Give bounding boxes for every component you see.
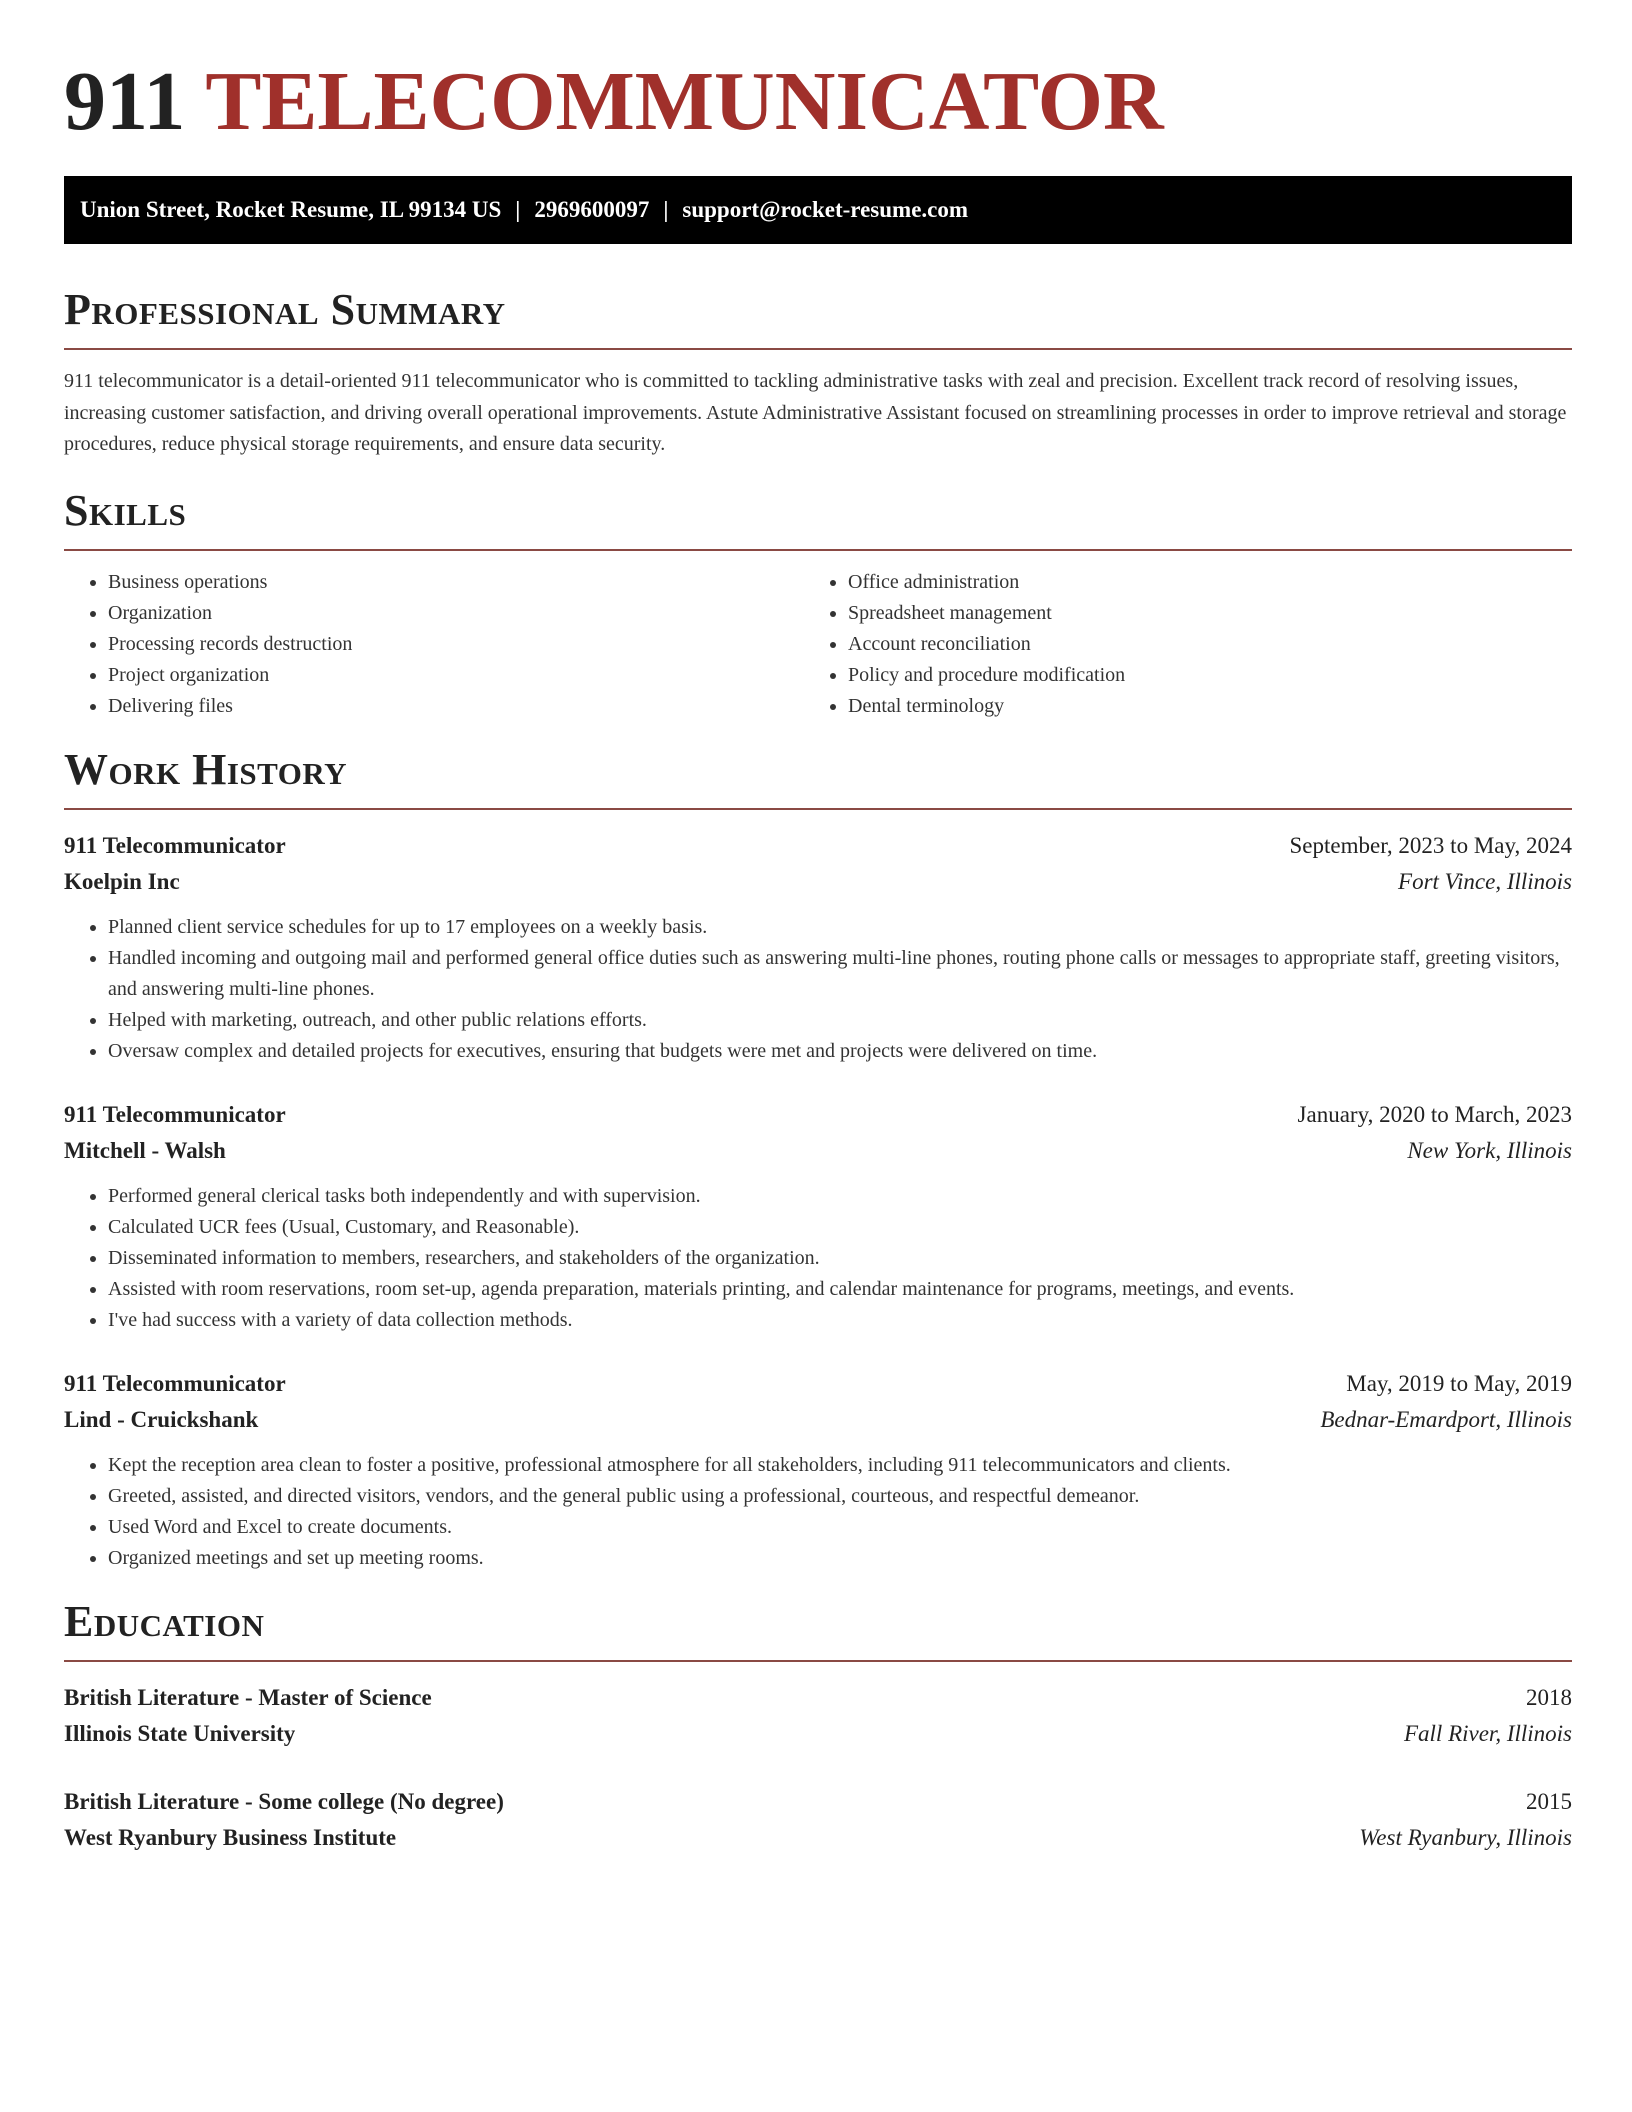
skill-item: • Office administration [848, 567, 1544, 598]
job-company: Lind - Cruickshank [64, 1406, 259, 1432]
education-location: West Ryanbury, Illinois [1359, 1824, 1572, 1850]
job-title: 911 Telecommunicator [64, 1101, 286, 1127]
job-bullet: • Planned client service schedules for up to 17 employees on a weekly basis. [108, 912, 1572, 943]
work-history-section [64, 744, 1572, 1574]
education-location: Fall River, Illinois [1403, 1720, 1572, 1746]
contact-email: support@rocket-resume.com [682, 197, 969, 222]
education-degree-row [64, 1680, 1572, 1716]
skills-heading: Skills [64, 485, 187, 535]
skill-item: • Account reconciliation [848, 629, 1544, 660]
name-first: 911 [64, 55, 186, 148]
job-bullet: • Handled incoming and outgoing mail and performed general office duties such as answering multi-line phones, routing phone calls or messages to appropriate staff, greeting visitors, and answering multi-line phones. [108, 943, 1572, 1005]
education-entry [64, 1680, 1572, 1752]
education-degree: British Literature - Some college (No degree) [64, 1788, 504, 1814]
skill-item: • Processing records destruction [108, 629, 804, 660]
resume-page [64, 0, 1572, 1856]
job-bullet: • Disseminated information to members, researchers, and stakeholders of the organization. [108, 1243, 1572, 1274]
job-entry [64, 1366, 1572, 1574]
section-divider [64, 549, 1572, 551]
education-school-row [64, 1820, 1572, 1856]
job-dates: May, 2019 to May, 2019 [1346, 1370, 1572, 1396]
job-company-row [64, 864, 1572, 900]
skill-item: • Delivering files [108, 691, 804, 722]
skills-section [64, 485, 1572, 722]
contact-separator: | [515, 197, 521, 222]
job-title: 911 Telecommunicator [64, 1370, 286, 1396]
resume-name [64, 0, 1572, 148]
skill-item: • Policy and procedure modification [848, 660, 1544, 691]
job-location: New York, Illinois [1407, 1137, 1572, 1163]
skill-item: • Dental terminology [848, 691, 1544, 722]
job-title-row [64, 828, 1572, 864]
summary-text: 911 telecommunicator is a detail-oriented 911 telecommunicator who is committed to tackling administrative tasks with zeal and precision. Excellent track record of resolving issues, increasing customer satisfaction, and driving overall operational improvements. Astute Administrative Assistant focused on streamlining processes in order to improve retrieval and storage procedures, reduce physical storage requirements, and ensure data security. [64, 370, 1567, 455]
job-title-row [64, 1366, 1572, 1402]
job-bullet: • Organized meetings and set up meeting rooms. [108, 1543, 1572, 1574]
skill-item: • Organization [108, 598, 804, 629]
skills-columns [64, 567, 1572, 722]
summary-heading: Professional Summary [64, 285, 506, 334]
work-history-heading: Work History [64, 744, 348, 794]
education-degree-row [64, 1784, 1572, 1820]
education-entry [64, 1784, 1572, 1856]
job-bullet: • Calculated UCR fees (Usual, Customary, and Reasonable). [108, 1212, 1572, 1243]
contact-address: Union Street, Rocket Resume, IL 99134 US [80, 197, 502, 222]
education-school: West Ryanbury Business Institute [64, 1824, 397, 1850]
job-bullet: • Performed general clerical tasks both independently and with supervision. [108, 1181, 1572, 1212]
name-last: TELECOMMUNICATOR [205, 55, 1164, 148]
education-school: Illinois State University [64, 1720, 296, 1746]
job-entry [64, 828, 1572, 1067]
education-year: 2018 [1526, 1684, 1572, 1710]
contact-phone: 2969600097 [534, 197, 650, 222]
job-company-row [64, 1402, 1572, 1438]
job-bullet: • Oversaw complex and detailed projects for executives, ensuring that budgets were met and projects were delivered on time. [108, 1036, 1572, 1067]
skill-item: • Project organization [108, 660, 804, 691]
section-divider [64, 348, 1572, 350]
skill-item: • Spreadsheet management [848, 598, 1544, 629]
job-bullet: • Assisted with room reservations, room set-up, agenda preparation, materials printing, and calendar maintenance for programs, meetings, and events. [108, 1274, 1572, 1305]
job-dates: January, 2020 to March, 2023 [1297, 1101, 1572, 1127]
education-school-row [64, 1716, 1572, 1752]
job-bullets [64, 1450, 1572, 1574]
job-bullet: • I've had success with a variety of data collection methods. [108, 1305, 1572, 1336]
job-entry [64, 1097, 1572, 1336]
job-bullet: • Greeted, assisted, and directed visitors, vendors, and the general public using a professional, courteous, and respectful demeanor. [108, 1481, 1572, 1512]
job-location: Bednar-Emardport, Illinois [1320, 1406, 1572, 1432]
section-divider [64, 808, 1572, 810]
job-bullet: • Used Word and Excel to create documents. [108, 1512, 1572, 1543]
job-company: Koelpin Inc [64, 868, 180, 894]
job-location: Fort Vince, Illinois [1398, 868, 1572, 894]
job-bullets [64, 1181, 1572, 1336]
summary-section [64, 285, 1572, 461]
job-bullet: • Helped with marketing, outreach, and other public relations efforts. [108, 1005, 1572, 1036]
education-degree: British Literature - Master of Science [64, 1684, 432, 1710]
job-dates: September, 2023 to May, 2024 [1289, 832, 1572, 858]
job-bullet: • Kept the reception area clean to foster a positive, professional atmosphere for all stakeholders, including 911 telecommunicators and clients. [108, 1450, 1572, 1481]
contact-bar [64, 176, 1572, 244]
job-company: Mitchell - Walsh [64, 1137, 226, 1163]
section-divider [64, 1660, 1572, 1662]
education-year: 2015 [1526, 1788, 1572, 1814]
job-title-row [64, 1097, 1572, 1133]
job-title: 911 Telecommunicator [64, 832, 286, 858]
education-section [64, 1596, 1572, 1856]
skills-list-left [64, 567, 804, 722]
skills-list-right [804, 567, 1544, 722]
job-company-row [64, 1133, 1572, 1169]
contact-separator: | [663, 197, 669, 222]
education-heading: Education [64, 1596, 265, 1646]
job-bullets [64, 912, 1572, 1067]
skill-item: • Business operations [108, 567, 804, 598]
